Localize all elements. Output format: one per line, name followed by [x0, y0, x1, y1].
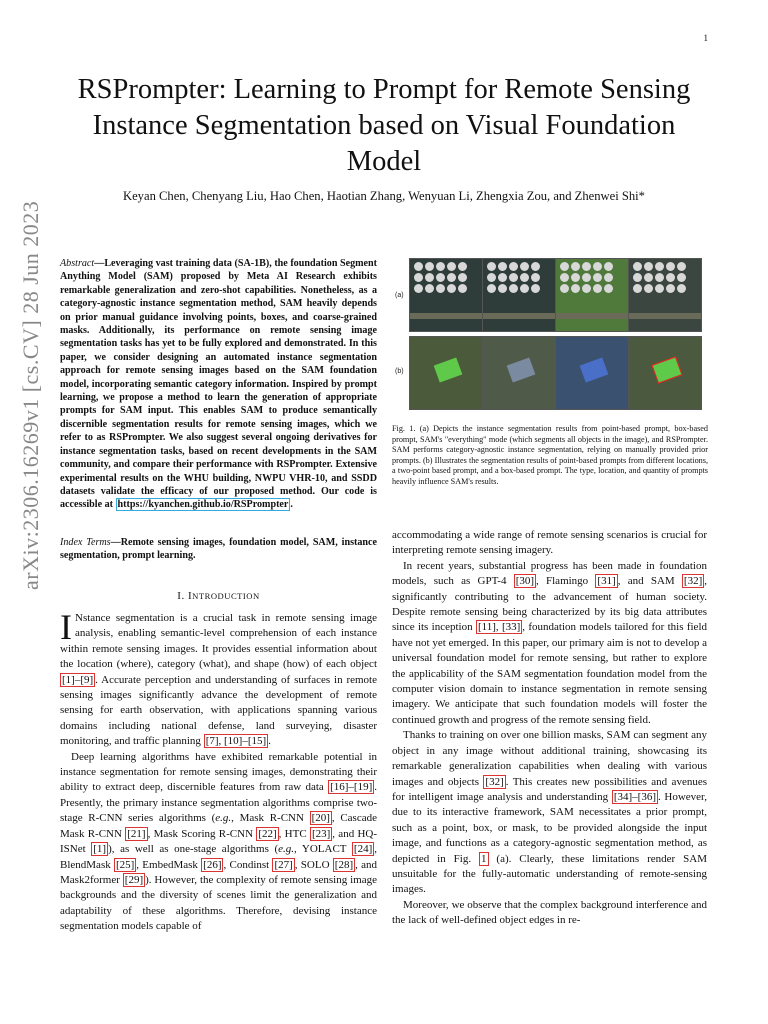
roof-shape	[580, 357, 609, 382]
right-paragraph-3: Moreover, we observe that the complex background interference and the lack of well-defined object edges in re-	[392, 898, 707, 927]
figure-row-label-a: (a)	[395, 292, 404, 299]
intro-p2-f: , HTC	[278, 827, 310, 840]
right-p1-a: In recent years, substantial progress has been made in foundation models, such as GPT-4	[392, 559, 707, 588]
storage-tank-shape	[655, 262, 664, 271]
section-rest: NTRODUCTION	[192, 591, 260, 601]
index-terms	[60, 536, 377, 563]
citation[interactable]: [7], [10]–[15]	[205, 735, 267, 748]
object-grid	[560, 262, 616, 293]
right-paragraph-2	[392, 728, 707, 897]
index-terms-text: —Remote sensing images, foundation model, SAM, instance segmentation, prompt learning.	[60, 537, 377, 562]
roof-shape	[434, 357, 463, 382]
storage-tank-shape	[604, 262, 613, 271]
storage-tank-shape	[644, 284, 653, 293]
road-strip	[556, 313, 628, 319]
section-first-letter: I	[187, 590, 193, 602]
storage-tank-shape	[593, 262, 602, 271]
page-number: 1	[703, 33, 708, 43]
code-link[interactable]: https://kyanchen.github.io/RSPrompter	[117, 499, 289, 511]
storage-tank-shape	[414, 273, 423, 282]
intro-p2-d: , Cascade Mask R-CNN	[60, 812, 377, 840]
storage-tank-shape	[582, 273, 591, 282]
storage-tank-shape	[509, 262, 518, 271]
figure-tile	[409, 258, 483, 332]
arxiv-stamp: arXiv:2306.16269v1 [cs.CV] 28 Jun 2023	[18, 200, 43, 590]
storage-tank-shape	[582, 284, 591, 293]
citation[interactable]: [24]	[353, 843, 373, 856]
storage-tank-shape	[666, 273, 675, 282]
citation[interactable]: [28]	[334, 858, 354, 871]
storage-tank-shape	[604, 284, 613, 293]
citation[interactable]: [27]	[274, 858, 293, 871]
storage-tank-shape	[655, 273, 664, 282]
storage-tank-shape	[425, 262, 434, 271]
right-p2-b: . This creates new possibilities and avenues for intelligent image analysis and understanding	[392, 775, 707, 803]
intro-p1-a: Nstance segmentation is a crucial task in remote sensing image analysis, enabling semantic-level comprehension of each instance within remote sensing images. It provides essential information about the location (where), category (what), and shape (how) of each object	[60, 612, 377, 671]
storage-tank-shape	[509, 284, 518, 293]
storage-tank-shape	[560, 273, 569, 282]
storage-tank-shape	[582, 262, 591, 271]
road-strip	[629, 313, 701, 319]
storage-tank-shape	[509, 273, 518, 282]
storage-tank-shape	[425, 273, 434, 282]
figure-1	[393, 258, 708, 418]
citation[interactable]: [1]	[93, 843, 107, 856]
storage-tank-shape	[677, 284, 686, 293]
storage-tank-shape	[447, 262, 456, 271]
intro-p2-j: , BlendMask	[60, 843, 377, 871]
figure-reference[interactable]: 1	[481, 852, 487, 865]
storage-tank-shape	[560, 284, 569, 293]
section-numeral: I.	[177, 590, 188, 602]
intro-p2-a: Deep learning algorithms have exhibited remarkable potential in instance segmentation for remote sensing images, demonstrating their ability to extract deep, discernible features from raw data	[60, 750, 377, 794]
figure-tile	[628, 258, 702, 332]
right-p1-c: , and SAM	[617, 575, 682, 588]
figure-tile	[628, 336, 702, 410]
storage-tank-shape	[414, 284, 423, 293]
intro-p2-k: , EmbedMask	[136, 858, 202, 871]
storage-tank-shape	[677, 273, 686, 282]
intro-p2-c: , Mask R-CNN	[231, 812, 310, 825]
roof-shape	[507, 357, 536, 382]
eg-text: e.g.	[278, 843, 294, 856]
citation[interactable]: [32]	[683, 575, 703, 588]
object-grid	[487, 262, 543, 293]
right-p2-d: (a). Clearly, these limitations render SAM unsuitable for the fully-automatic understanding of remote-sensing images.	[392, 852, 707, 896]
storage-tank-shape	[655, 284, 664, 293]
storage-tank-shape	[644, 273, 653, 282]
storage-tank-shape	[677, 262, 686, 271]
right-p2-c: . However, due to its interactive framework, SAM necessitates a prior prompt, such as a point, box, or mask, to be provided alongside the input image, and functions as a category-agnostic segmentation method, as depicted in Fig.	[392, 790, 708, 865]
storage-tank-shape	[498, 273, 507, 282]
storage-tank-shape	[487, 273, 496, 282]
storage-tank-shape	[498, 262, 507, 271]
storage-tank-shape	[593, 273, 602, 282]
storage-tank-shape	[458, 262, 467, 271]
intro-p2-n: , and Mask2former	[60, 858, 377, 886]
storage-tank-shape	[458, 284, 467, 293]
storage-tank-shape	[498, 284, 507, 293]
road-strip	[410, 313, 482, 319]
object-grid	[414, 262, 470, 293]
citation[interactable]: [20]	[311, 812, 330, 825]
storage-tank-shape	[644, 262, 653, 271]
citation[interactable]: [30]	[515, 575, 535, 588]
intro-p1-b: . Accurate perception and understanding of surfaces in remote sensing images significantly advance the development of remote sensing for earth observation, with applications spanning various domains including national defense, land surveying, disaster monitoring, and traffic planning	[60, 673, 377, 748]
citation[interactable]: [31]	[597, 575, 616, 588]
citation[interactable]: [34]–[36]	[613, 790, 656, 803]
road-strip	[483, 313, 555, 319]
storage-tank-shape	[436, 262, 445, 271]
storage-tank-shape	[571, 284, 580, 293]
intro-p2-i: , YOLACT	[294, 843, 352, 856]
storage-tank-shape	[633, 284, 642, 293]
storage-tank-shape	[436, 273, 445, 282]
citation[interactable]: [32]	[485, 775, 504, 788]
intro-p2-o: ). However, the complexity of remote sensing image backgrounds and the diversity of scenes limit the generalization and adaptability of these algorithms. Therefore, devising instance segmentation models capable of	[60, 873, 377, 933]
right-p1-d: , significantly contributing to the advancement of human society. Despite remote sensing being characterized by its big data attributes since its inception	[392, 575, 707, 634]
storage-tank-shape	[458, 273, 467, 282]
storage-tank-shape	[593, 284, 602, 293]
storage-tank-shape	[531, 262, 540, 271]
storage-tank-shape	[425, 284, 434, 293]
intro-p2-l: , Condinst	[223, 858, 273, 871]
storage-tank-shape	[447, 284, 456, 293]
storage-tank-shape	[531, 284, 540, 293]
intro-p2-g: , and HQ-ISNet	[60, 827, 378, 856]
citation[interactable]: [23]	[311, 827, 331, 840]
figure-caption: Fig. 1. (a) Depicts the instance segmentation results from point-based prompt, box-based prompt, SAM's "everything" mode (which segments all objects in the image), and RSPrompter. SAM performs category-agnostic instance segmentation, relying on manually provided prior prompts. (b) Illustrates the segmentation results of point-based prompts from different locations, a two-point based prompt, and a box-based prompt. The type, location, and quantity of prompts heavily influence SAM's results.	[392, 424, 708, 486]
citation[interactable]: [25]	[115, 858, 135, 871]
intro-paragraph-1	[60, 607, 377, 750]
storage-tank-shape	[633, 262, 642, 271]
citation[interactable]: [16]–[19]	[330, 781, 373, 794]
abstract-end: .	[290, 499, 293, 511]
storage-tank-shape	[560, 262, 569, 271]
right-p2-a: Thanks to training on over one billion masks, SAM can segment any object in any image without additional training, showcasing its remarkable generalization capabilities when dealing with various images and objects	[392, 729, 707, 788]
storage-tank-shape	[487, 284, 496, 293]
storage-tank-shape	[447, 273, 456, 282]
storage-tank-shape	[633, 273, 642, 282]
storage-tank-shape	[520, 262, 529, 271]
abstract-lead: Abstract	[60, 258, 95, 269]
intro-text	[60, 607, 378, 935]
storage-tank-shape	[531, 273, 540, 282]
figure-tile	[482, 258, 556, 332]
right-column-text	[392, 528, 707, 929]
roof-shape	[653, 357, 682, 382]
abstract	[60, 257, 377, 512]
abstract-text: —Leveraging vast training data (SA-1B), the foundation Segment Anything Model (SAM) proposed by Meta AI Research exhibits remarkable generalization and zero-shot capabilities. Nonetheless, as a category-agnostic instance segmentation method, SAM heavily depends on prior manual guidance involving points, boxes, and coarse-grained masks. Additionally, its performance on remote sensing image segmentation tasks has yet to be fully explored and demonstrated. In this paper, we consider designing an automated instance segmentation approach for remote sensing images based on the SAM foundation model, incorporating semantic category information. Inspired by prompt learning, we propose a method to learn the generation of appropriate prompts for SAM input. This enables SAM to produce semantically discernible segmentation results for remote sensing images, which we refer to as RSPrompter. We also suggest several ongoing derivatives for instance segmentation tasks, based on recent developments in the SAM community, and compare their performance with RSPrompter. Extensive experimental results on the WHU building, NWPU VHR-10, and SSDD datasets validate the efficacy of our proposed method. Our code is accessible at	[60, 258, 377, 511]
author-list: Keyan Chen, Chenyang Liu, Hao Chen, Haotian Zhang, Wenyuan Li, Zhengxia Zou, and Zhenwei Shi*	[123, 189, 645, 203]
right-p1-e: , foundation models tailored for this field have not yet emerged. In this paper, our primary aim is not to develop a universal foundation model for remote sensing, but rather to explore the applicability of the SAM segmentation foundation model from the computer vision domain to instance segmentation in remote sensing imagery. We anticipate that such foundation models will foster the continued growth and progress of the remote sensing field.	[392, 621, 707, 726]
intro-p2-e: , Mask Scoring R-CNN	[147, 827, 257, 840]
storage-tank-shape	[487, 262, 496, 271]
citation[interactable]: [29]	[124, 873, 144, 886]
eg-text: e.g.	[215, 812, 232, 825]
index-terms-lead: Index Terms	[60, 537, 111, 548]
right-paragraph-1	[392, 559, 707, 728]
intro-p1-c: .	[268, 735, 271, 748]
storage-tank-shape	[571, 262, 580, 271]
section-heading	[60, 590, 377, 602]
figure-tile	[482, 336, 556, 410]
intro-p2-m: , SOLO	[294, 858, 333, 871]
citation[interactable]: [11], [33]	[477, 621, 521, 634]
citation[interactable]: [21]	[127, 827, 146, 840]
figure-tile	[555, 258, 629, 332]
storage-tank-shape	[666, 284, 675, 293]
figure-row-label-b: (b)	[395, 368, 404, 375]
paper-title: RSPrompter: Learning to Prompt for Remote Sensing Instance Segmentation based on Visual Foundation Model	[77, 74, 691, 177]
storage-tank-shape	[604, 273, 613, 282]
storage-tank-shape	[520, 273, 529, 282]
intro-p2-h: ), as well as one-stage algorithms (	[108, 843, 279, 856]
drop-cap: I	[60, 607, 72, 647]
storage-tank-shape	[666, 262, 675, 271]
right-paragraph-0: accommodating a wide range of remote sensing scenarios is crucial for interpreting remote sensing imagery.	[392, 529, 707, 557]
citation[interactable]: [22]	[258, 827, 277, 840]
citation[interactable]: [1]–[9]	[62, 673, 94, 686]
storage-tank-shape	[571, 273, 580, 282]
right-p1-b: , Flamingo	[536, 575, 596, 588]
citation[interactable]: [26]	[203, 858, 222, 871]
figure-tile	[555, 336, 629, 410]
storage-tank-shape	[520, 284, 529, 293]
intro-paragraph-2	[60, 750, 377, 935]
object-grid	[633, 262, 689, 293]
figure-tile	[409, 336, 483, 410]
intro-p2-b: . Presently, the primary instance segmentation algorithms comprise two-stage R-CNN series algorithms (	[60, 781, 377, 825]
storage-tank-shape	[436, 284, 445, 293]
storage-tank-shape	[414, 262, 423, 271]
